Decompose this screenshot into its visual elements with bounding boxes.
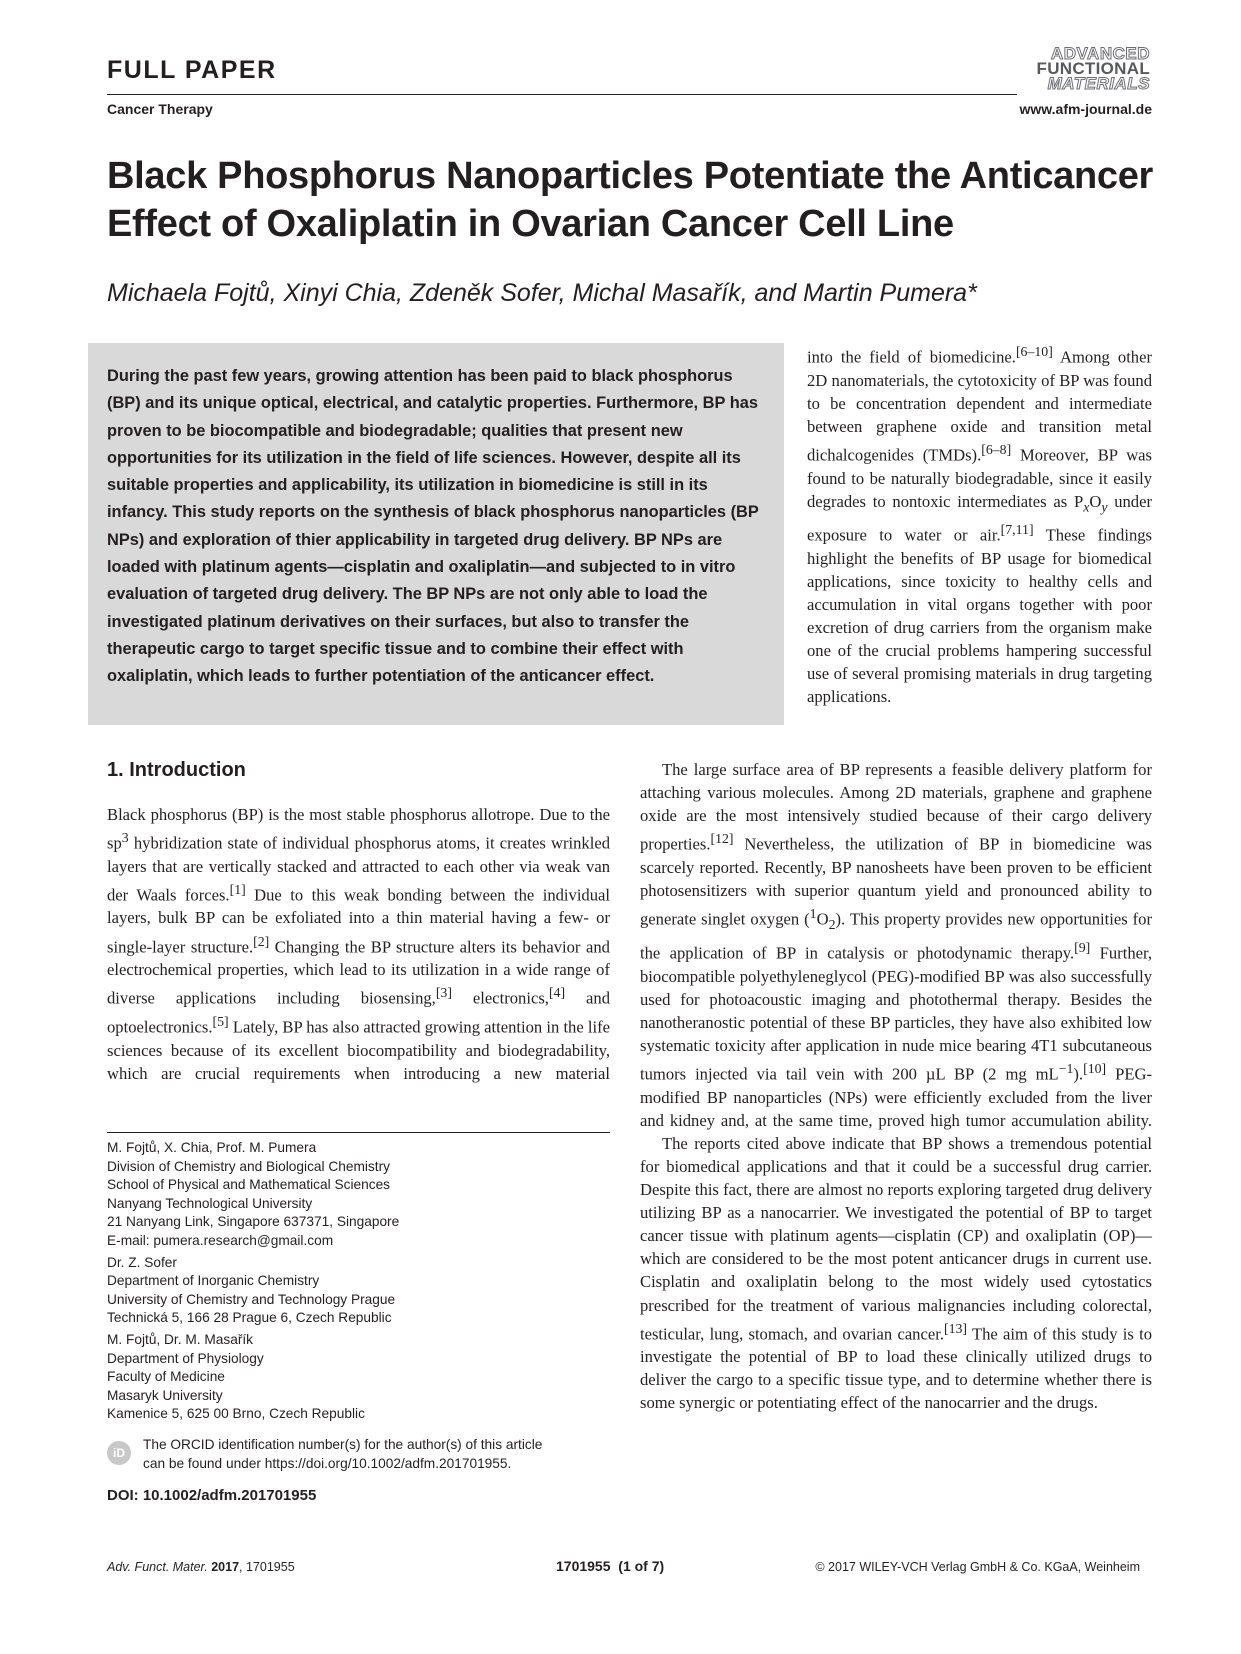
affiliation-line: Department of Physiology (107, 1350, 264, 1366)
text-run: ). This property provides new opportunities for the application of BP in catalysis or photodynamic therapy. (640, 909, 1152, 963)
citation[interactable]: [10] (1083, 1061, 1107, 1077)
text-run: PEG-modified BP nanoparticles (NPs) were efficiently excluded from the liver and kidney and, at the same time, proved high tumor accumulation ability. (640, 1064, 1152, 1130)
affiliation-block (107, 1254, 610, 1328)
abstract-text: During the past few years, growing attention has been paid to black phosphorus (BP) and its unique optical, electrical, and catalytic properties. Furthermore, BP has proven to be biocompatible and biodegradable; qualities that present new opportunities for its utilization in the field of life sciences. However, despite all its suitable properties and applicability, its utilization in biomedicine is still in its infancy. This study reports on the synthesis of black phosphorus nanoparticles (BP NPs) and exploration of thier applicability in targeted drug delivery. BP NPs are loaded with platinum agents—cisplatin and oxaliplatin—and subjected to in vitro evaluation of targeted drug delivery. The BP NPs are not only able to load the investigated platinum derivatives on their surfaces, but also to transfer the therapeutic cargo to target specific tissue and to combine their effect with oxaliplatin, which leads to further potentiation of the anticancer effect. (107, 367, 759, 686)
affiliation-line: Dr. Z. Sofer (107, 1254, 177, 1270)
paragraph-large-surface-area (640, 758, 1152, 1132)
text-run: under exposure to water or air. (807, 491, 1152, 545)
text-run: The reports cited above indicate that BP shows a tremendous potential for biomedical applications and that it could be a successful drug carrier. Despite this fact, there are almost no reports exploring targeted drug delivery utilizing BP as a nanocarrier. We investigated the potential of BP to target cancer tissue with platinum agents—cisplatin (CP) and oxaliplatin (OP)—which are considered to be the most potent anticancer drugs in current use. Cisplatin and oxaliplatin belong to the most widely used cytostatics prescribed for the treatment of various malignancies including colorectal, testicular, lung, stomach, and ovarian cancer. (640, 1133, 1152, 1344)
logo-line-2: FUNCTIONAL (1036, 59, 1150, 78)
subscript: 2 (828, 916, 836, 932)
journal-url[interactable]: www.afm-journal.de (1019, 101, 1152, 117)
copyright: © 2017 WILEY-VCH Verlag GmbH & Co. KGaA, Weinheim (815, 1560, 1140, 1574)
text-run: Further, biocompatible polyethyleneglycol (PEG)-modified BP was also successfully used for photoacoustic imaging and photothermal therapy. Besides the nanotheranostic potential of these BP particles, they have also exhibited low systematic toxicity after application in nude mice bearing 4T1 subcutaneous tumors injected via tail vein with 200 µL BP (2 mg mL (640, 943, 1152, 1084)
text-run: The aim of this study is to investigate the potential of BP to load these clinically utilized drugs to deliver the cargo to a specific tissue type, and to determine whether there is some synergic or potentiating effect of the nanocarrier and the drugs. (640, 1324, 1152, 1413)
text-run: into the field of biomedicine. (807, 347, 1016, 367)
affiliation-line: Kamenice 5, 625 00 Brno, Czech Republic (107, 1406, 365, 1422)
affiliation-block (107, 1331, 610, 1424)
right-column-main (640, 758, 1152, 1415)
text-run: Among other 2D nanomaterials, the cytotoxicity of BP was found to be concentration dependent and intermediate between graphene oxide and transition metal dichalcogenides (TMDs). (807, 347, 1152, 465)
orcid-icon: iD (107, 1441, 131, 1465)
citation[interactable]: [9] (1074, 940, 1091, 956)
affiliation-line: 21 Nanyang Link, Singapore 637371, Singapore (107, 1214, 400, 1230)
text-run: O (816, 909, 829, 929)
orcid-line: The ORCID identification number(s) for the author(s) of this article (143, 1437, 543, 1452)
text-run: and optoelectronics. (107, 988, 611, 1037)
orcid-note (143, 1436, 613, 1473)
header-rule (107, 94, 1017, 95)
superscript: 3 (121, 830, 129, 846)
affiliation-line: School of Physical and Mathematical Sciences (107, 1177, 391, 1193)
footer-journal: Adv. Funct. Mater. (107, 1560, 208, 1574)
affiliation-block (107, 1139, 610, 1251)
affiliation-line: University of Chemistry and Technology Prague (107, 1291, 396, 1307)
superscript: 1 (809, 906, 817, 922)
citation[interactable]: [3] (435, 985, 452, 1001)
text-run: Black phosphorus (BP) is the most stable phosphorus allotrope. Due to the sp (107, 805, 610, 853)
title-line-2: Effect of Oxaliplatin in Ovarian Cancer Cell Line (107, 203, 954, 245)
section-label: FULL PAPER (107, 56, 277, 84)
affiliation-line: Department of Inorganic Chemistry (107, 1273, 320, 1289)
subscript: x (1083, 498, 1090, 514)
email-link[interactable]: E-mail: pumera.research@gmail.com (107, 1232, 334, 1248)
author-list: Michaela Fojtů, Xinyi Chia, Zdeněk Sofer, Michal Masařík, and Martin Pumera* (107, 279, 977, 307)
affiliations (107, 1139, 610, 1427)
citation[interactable]: [2] (253, 933, 270, 949)
article-title (107, 152, 1167, 248)
footer-year: 2017 (211, 1560, 240, 1574)
citation[interactable]: [6–8] (981, 441, 1012, 457)
text-run: Moreover, BP was found to be naturally biodegradable, since it easily degrades to nontoxic intermediates as P (807, 445, 1152, 511)
text-run: electronics, (451, 988, 549, 1008)
affiliation-line: Faculty of Medicine (107, 1369, 225, 1385)
logo-line-3: MATERIALS (1047, 74, 1150, 93)
category-label: Cancer Therapy (107, 101, 213, 117)
journal-logo (1022, 46, 1150, 91)
logo-line-1: ADVANCED (1050, 44, 1150, 63)
intro-paragraph (107, 803, 610, 1085)
right-column-top-paragraph (807, 340, 1152, 708)
text-run: ). (1073, 1064, 1084, 1084)
citation[interactable]: [1] (229, 881, 246, 897)
affiliation-line: M. Fojtů, X. Chia, Prof. M. Pumera (107, 1140, 317, 1155)
title-line-1: Black Phosphorus Nanoparticles Potentiate the Anticancer (107, 155, 1154, 197)
citation[interactable]: [7,11] (1000, 522, 1034, 538)
doi-label[interactable]: DOI: 10.1002/adfm.201701955 (107, 1487, 317, 1504)
text-run: Due to this weak bonding between the individual layers, bulk BP can be exfoliated into a thin material having a few- or single-layer structure. (107, 885, 610, 957)
affiliation-line: M. Fojtů, Dr. M. Masařík (107, 1331, 254, 1347)
text-run: O (1089, 491, 1102, 511)
citation[interactable]: [4] (548, 985, 566, 1001)
citation[interactable]: [5] (212, 1013, 229, 1029)
text-run: Changing the BP structure alters its behavior and electrochemical properties, which lead to its utilization in a wide range of diverse applications including biosensing, (107, 937, 610, 1008)
footer-citation (107, 1560, 295, 1574)
paragraph-reports-cited (640, 1132, 1152, 1415)
affiliation-line: Masaryk University (107, 1387, 223, 1403)
affiliation-line: Nanyang Technological University (107, 1195, 313, 1211)
section-heading: 1. Introduction (107, 759, 246, 781)
footer-article-number: , 1701955 (239, 1560, 295, 1574)
citation[interactable]: [6–10] (1015, 344, 1053, 359)
superscript: −1 (1058, 1061, 1074, 1077)
affiliation-rule (107, 1132, 610, 1133)
orcid-link[interactable]: can be found under https://doi.org/10.1002/adfm.201701955. (143, 1455, 512, 1471)
subscript: y (1101, 498, 1108, 514)
text-run: Lately, BP has also attracted growing attention in the life sciences because of its excellent biocompatibility and biodegradability, which are crucial requirements when introducing a new material (107, 1017, 610, 1083)
text-run: These findings highlight the benefits of BP usage for biomedical applications, since toxicity to healthy cells and accumulation in vital organs together with poor excretion of drug carriers from the organism make one of the crucial problems hampering successful use of several promising materials in drug targeting applications. (807, 525, 1152, 707)
text-run: Nevertheless, the utilization of BP in biomedicine was scarcely reported. Recently, BP nanosheets have been proven to be efficient photosensitizers with superior quantum yield and pronounced ability to generate singlet oxygen ( (640, 834, 1152, 929)
citation[interactable]: [13] (943, 1320, 968, 1336)
text-run: hybridization state of individual phosphorus atoms, it creates wrinkled layers that are vertically stacked and attracted to each other via weak van der Waals forces. (107, 833, 610, 905)
affiliation-line: Division of Chemistry and Biological Chemistry (107, 1158, 390, 1174)
citation[interactable]: [12] (710, 831, 734, 847)
text-run: The large surface area of BP represents a feasible delivery platform for attaching various molecules. Among 2D materials, graphene and graphene oxide are the most intensively studied because of their cargo delivery properties. (640, 760, 1152, 854)
affiliation-line: Technická 5, 166 28 Prague 6, Czech Republic (107, 1310, 392, 1326)
page-number: 1701955 (1 of 7) (556, 1558, 665, 1574)
